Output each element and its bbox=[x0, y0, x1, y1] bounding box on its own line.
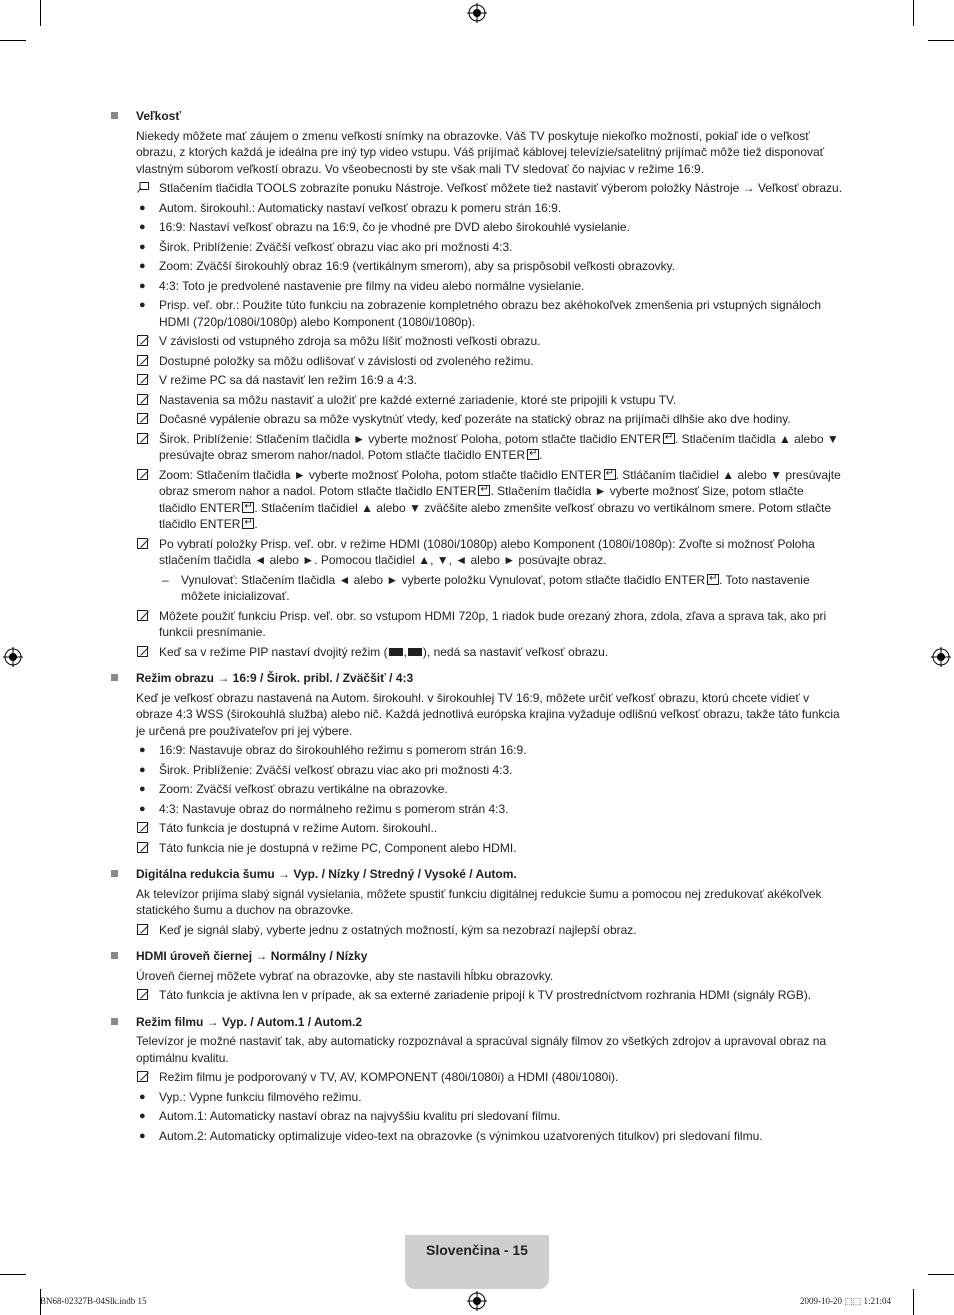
dash-icon: – bbox=[162, 572, 169, 587]
note-item bbox=[136, 536, 843, 569]
list-item bbox=[136, 258, 843, 275]
bullet-text: 16:9: Nastavuje obraz do širokouhlého režimu s pomerom strán 16:9. bbox=[159, 743, 527, 757]
bullet-text: Zoom: Zväčší veľkosť obrazu vertikálne na obrazovke. bbox=[159, 782, 448, 796]
square-bullet-icon bbox=[111, 674, 118, 681]
bullet-icon: ● bbox=[139, 763, 146, 776]
intro-paragraph: Úroveň čiernej môžete vybrať na obrazovke, aby ste nastavili hĺbku obrazovky. bbox=[136, 968, 554, 983]
note-item bbox=[136, 840, 843, 857]
note-item bbox=[136, 644, 843, 661]
list-item bbox=[136, 297, 843, 330]
note-text: V závislosti od vstupného zdroja sa môžu líšiť možnosti veľkosti obrazu. bbox=[159, 334, 541, 348]
note-text: Nastavenia sa môžu nastaviť a uložiť pre každé externé zariadenie, ktoré ste pripojili k vstupu TV. bbox=[159, 392, 677, 407]
note-text: . Stlačením tlačidiel ▲ alebo ▼ zväčšite alebo zmenšite veľkosť obrazu vo vertikálnom smere. Potom stlačte tlačidlo ENTER bbox=[159, 500, 832, 531]
note-icon bbox=[137, 822, 148, 833]
bullet-text: Širok. Priblíženie: Zväčší veľkosť obrazu viac ako pri možnosti 4:3. bbox=[159, 762, 513, 777]
crop-mark bbox=[40, 0, 41, 26]
note-text: Dočasné vypálenie obrazu sa môže vyskytnúť vtedy, keď pozeráte na statický obraz na prijímači dlhšie ako dve hodiny. bbox=[159, 412, 791, 426]
note-text: . Stlačením tlačidla ► vyberte možnosť Size, potom stlačte tlačidlo ENTER bbox=[159, 484, 804, 515]
enter-icon bbox=[707, 574, 719, 585]
note-text: . Stláčaním tlačidiel ▲ alebo ▼ presúvajte obraz smerom nahor a nadol. Potom stlačte tlačidlo ENTER bbox=[159, 467, 841, 498]
list-item bbox=[136, 219, 843, 236]
note-item bbox=[136, 1069, 843, 1086]
note-item bbox=[136, 333, 843, 350]
intro-paragraph: Ak televízor prijíma slabý signál vysielania, môžete spustiť funkciu digitálnej redukcie šumu a pomocou nej zredukovať akékoľvek statického šumu a duchov na obrazovke. bbox=[136, 886, 822, 917]
heading-text: Režim filmu → Vyp. / Autom.1 / Autom.2 bbox=[136, 1014, 363, 1029]
note-icon bbox=[137, 842, 148, 853]
bullet-text: Prisp. veľ. obr.: Použite túto funkciu na zobrazenie kompletného obrazu bez akéhokoľvek zmenšenia pri vstupných signáloch HDMI (720p/1080i/1080p) alebo Komponent (1080i/1080p). bbox=[159, 298, 822, 329]
section-heading bbox=[136, 670, 843, 687]
note-item bbox=[136, 353, 843, 370]
registration-mark-icon bbox=[467, 1291, 487, 1311]
bullet-text: Širok. Priblíženie: Zväčší veľkosť obrazu viac ako pri možnosti 4:3. bbox=[159, 239, 513, 254]
note-icon bbox=[137, 335, 148, 346]
bullet-icon: ● bbox=[139, 279, 146, 292]
note-text: Režim filmu je podporovaný v TV, AV, KOMPONENT (480i/1080i) a HDMI (480i/1080i). bbox=[159, 1070, 619, 1084]
registration-mark-icon bbox=[931, 647, 951, 667]
list-item bbox=[136, 200, 843, 217]
note-icon bbox=[137, 538, 148, 549]
enter-icon bbox=[242, 502, 254, 513]
note-text: . bbox=[539, 448, 543, 462]
note-text: Táto funkcia je aktívna len v prípade, ak sa externé zariadenie pripojí k TV prostredníctvom rozhrania HDMI (signály RGB). bbox=[159, 988, 812, 1002]
note-item bbox=[136, 922, 843, 939]
note-item bbox=[136, 987, 843, 1004]
dash-item bbox=[136, 572, 843, 605]
list-item bbox=[136, 742, 843, 759]
section-size bbox=[108, 108, 843, 660]
section-heading bbox=[136, 1014, 843, 1031]
enter-icon bbox=[242, 518, 254, 529]
bullet-icon: ● bbox=[139, 221, 146, 233]
heading-text: Veľkosť bbox=[136, 109, 182, 123]
bullet-icon: ● bbox=[139, 240, 146, 253]
list-item bbox=[136, 1108, 843, 1125]
tools-note-text: Stlačením tlačidla TOOLS zobrazíte ponuku Nástroje. Veľkosť môžete tiež nastaviť výberom položky Nástroje → Veľkosť obrazu. bbox=[159, 181, 843, 195]
crop-mark bbox=[928, 1274, 954, 1275]
note-icon bbox=[137, 1071, 148, 1082]
list-item bbox=[136, 239, 843, 256]
list-item bbox=[136, 1089, 843, 1106]
page-content bbox=[108, 108, 843, 1144]
tools-icon bbox=[137, 182, 149, 193]
note-icon bbox=[137, 355, 148, 366]
bullet-text: Autom.2: Automaticky optimalizuje video-text na obrazovke (s výnimkou uzatvorených titulkov) pri sledovaní filmu. bbox=[159, 1128, 763, 1143]
crop-mark bbox=[0, 40, 26, 41]
crop-mark bbox=[913, 1289, 914, 1315]
registration-mark-icon bbox=[467, 3, 487, 23]
note-icon bbox=[137, 989, 148, 1000]
list-item bbox=[136, 278, 843, 295]
list-item bbox=[136, 1128, 843, 1145]
page-number: Slovenčina - 15 bbox=[426, 1242, 528, 1258]
intro-paragraph: Niekedy môžete mať záujem o zmenu veľkosti snímky na obrazovke. Váš TV poskytuje niekoľko možností, pokiaľ ide o veľkosť obrazu, z ktorých každá je ideálna pre iný typ video vstupu. Váš prijímač káblovej televízie/satelitný prijímač môže tiež disponovať vlastným súborom veľkostí obrazu. Vo všeobecnosti by ste však mali TV sledovať čo najviac v režime 16:9. bbox=[136, 128, 825, 176]
crop-mark bbox=[913, 0, 914, 26]
note-icon bbox=[137, 610, 148, 621]
note-item bbox=[136, 820, 843, 837]
print-slug-left: BN68-02327B-04Slk.indb 15 bbox=[40, 1296, 147, 1306]
bullet-text: 4:3: Toto je predvolené nastavenie pre filmy na videu alebo normálne vysielanie. bbox=[159, 278, 585, 293]
section-heading bbox=[136, 866, 843, 883]
note-icon bbox=[137, 924, 148, 935]
note-text: Keď je signál slabý, vyberte jednu z ostatných možností, kým sa nezobrazí najlepší obraz. bbox=[159, 922, 637, 937]
bullet-text: Vyp.: Vypne funkciu filmového režimu. bbox=[159, 1089, 362, 1104]
note-icon bbox=[137, 433, 148, 444]
dash-text: . Toto nastavenie môžete inicializovať. bbox=[181, 572, 810, 603]
intro-paragraph: Keď je veľkosť obrazu nastavená na Autom. širokouhl. v širokouhlej TV 16:9, môžete určiť veľkosť obrazu, ktorú chcete vidieť v obraze 4:3 WSS (širokouhlá služba) alebo nič. Každá jednotlivá európska krajina vyžaduje odlišnú veľkosť obrazu, takže táto funkcia je určená pre používateľov pri jej výbere. bbox=[136, 690, 840, 738]
section-film-mode bbox=[108, 1014, 843, 1145]
note-item bbox=[136, 608, 843, 641]
heading-text: HDMI úroveň čiernej → Normálny / Nízky bbox=[136, 949, 368, 963]
enter-icon bbox=[478, 485, 490, 496]
note-text: ), nedá sa nastaviť veľkosť obrazu. bbox=[422, 644, 609, 659]
note-text: Zoom: Stlačením tlačidla ► vyberte možnosť Poloha, potom stlačte tlačidlo ENTER bbox=[159, 467, 602, 482]
bullet-text: Zoom: Zväčší širokouhlý obraz 16:9 (vertikálnym smerom), aby sa prispôsobil veľkosti obrazovky. bbox=[159, 259, 676, 273]
note-text: . Stlačením tlačidla ▲ alebo ▼ presúvajte obraz smerom nahor/nadol. Potom stlačte tlačidlo ENTER bbox=[159, 431, 839, 462]
note-icon bbox=[137, 413, 148, 424]
note-text: , bbox=[403, 644, 407, 659]
crop-mark bbox=[0, 1274, 26, 1275]
note-text: Táto funkcia nie je dostupná v režime PC, Component alebo HDMI. bbox=[159, 840, 517, 855]
note-item bbox=[136, 392, 843, 409]
list-item bbox=[136, 801, 843, 818]
list-item bbox=[136, 781, 843, 798]
page-number-tab bbox=[405, 1235, 549, 1289]
heading-text: Režim obrazu → 16:9 / Širok. pribl. / Zväčšiť / 4:3 bbox=[136, 671, 414, 685]
square-bullet-icon bbox=[111, 870, 118, 877]
bullet-icon: ● bbox=[139, 299, 146, 311]
print-slug-right: 2009-10-20 ⬚⬚ 1:21:04 bbox=[800, 1296, 892, 1306]
note-item bbox=[136, 411, 843, 428]
list-item bbox=[136, 762, 843, 779]
crop-mark bbox=[928, 40, 954, 41]
intro-paragraph: Televízor je možné nastaviť tak, aby automaticky rozpoznával a spracúval signály filmov zo všetkých zdrojov a upravoval obraz na optimálnu kvalitu. bbox=[136, 1034, 827, 1065]
section-noise-reduction bbox=[108, 866, 843, 938]
note-item bbox=[136, 467, 843, 533]
square-bullet-icon bbox=[111, 1018, 118, 1025]
enter-icon bbox=[527, 449, 539, 460]
section-heading bbox=[136, 108, 843, 125]
section-hdmi-black-level bbox=[108, 948, 843, 1004]
tools-note bbox=[136, 180, 843, 197]
pip-double-icon bbox=[389, 648, 403, 656]
note-item bbox=[136, 372, 843, 389]
bullet-icon: ● bbox=[139, 260, 146, 272]
note-icon bbox=[137, 469, 148, 480]
note-text: V režime PC sa dá nastaviť len režim 16:9 a 4:3. bbox=[159, 373, 417, 387]
section-heading bbox=[136, 948, 843, 965]
bullet-icon: ● bbox=[139, 1090, 146, 1103]
bullet-text: Autom.1: Automaticky nastaví obraz na najvyššiu kvalitu pri sledovaní filmu. bbox=[159, 1109, 561, 1123]
bullet-icon: ● bbox=[139, 783, 146, 795]
note-item bbox=[136, 431, 843, 464]
section-screen-mode bbox=[108, 670, 843, 856]
enter-icon bbox=[663, 433, 675, 444]
bullet-text: Autom. širokouhl.: Automaticky nastaví veľkosť obrazu k pomeru strán 16:9. bbox=[159, 200, 562, 215]
note-text: Táto funkcia je dostupná v režime Autom. širokouhl.. bbox=[159, 821, 438, 835]
bullet-icon: ● bbox=[139, 201, 146, 214]
pip-double-icon bbox=[408, 648, 422, 656]
bullet-text: 4:3: Nastavuje obraz do normálneho režimu s pomerom strán 4:3. bbox=[159, 801, 509, 816]
bullet-icon: ● bbox=[139, 1110, 146, 1122]
registration-mark-icon bbox=[3, 647, 23, 667]
note-icon bbox=[137, 374, 148, 385]
note-icon bbox=[137, 394, 148, 405]
square-bullet-icon bbox=[111, 112, 118, 119]
enter-icon bbox=[604, 469, 616, 480]
square-bullet-icon bbox=[111, 952, 118, 959]
note-text: . bbox=[254, 517, 258, 531]
note-text: Dostupné položky sa môžu odlišovať v závislosti od zvoleného režimu. bbox=[159, 353, 534, 368]
heading-text: Digitálna redukcia šumu → Vyp. / Nízky / Stredný / Vysoké / Autom. bbox=[136, 867, 517, 881]
note-text: Po vybratí položky Prisp. veľ. obr. v režime HDMI (1080i/1080p) alebo Komponent (1080i/1080p): Zvoľte si možnosť Poloha stlačením tlačidla ◄ alebo ►. Pomocou tlačidiel ▲, ▼, ◄ alebo ► posúvajte obraz. bbox=[159, 536, 815, 567]
bullet-icon: ● bbox=[139, 1129, 146, 1142]
dash-text: Vynulovať: Stlačením tlačidla ◄ alebo ► vyberte položku Vynulovať, potom stlačte tlačidlo ENTER bbox=[181, 572, 706, 587]
note-text: Keď sa v režime PIP nastaví dvojitý režim ( bbox=[159, 644, 388, 659]
bullet-text: 16:9: Nastaví veľkosť obrazu na 16:9, čo je vhodné pre DVD alebo širokouhlé vysielanie. bbox=[159, 220, 630, 234]
note-icon bbox=[137, 646, 148, 657]
note-text: Môžete použiť funkciu Prisp. veľ. obr. so vstupom HDMI 720p, 1 riadok bude orezaný zhora, zdola, zľava a sprava tak, ako pri funkcii presnímanie. bbox=[159, 608, 827, 639]
bullet-icon: ● bbox=[139, 744, 146, 756]
note-text: Širok. Priblíženie: Stlačením tlačidla ► vyberte možnosť Poloha, potom stlačte tlačidlo ENTER bbox=[159, 431, 661, 446]
bullet-icon: ● bbox=[139, 802, 146, 815]
